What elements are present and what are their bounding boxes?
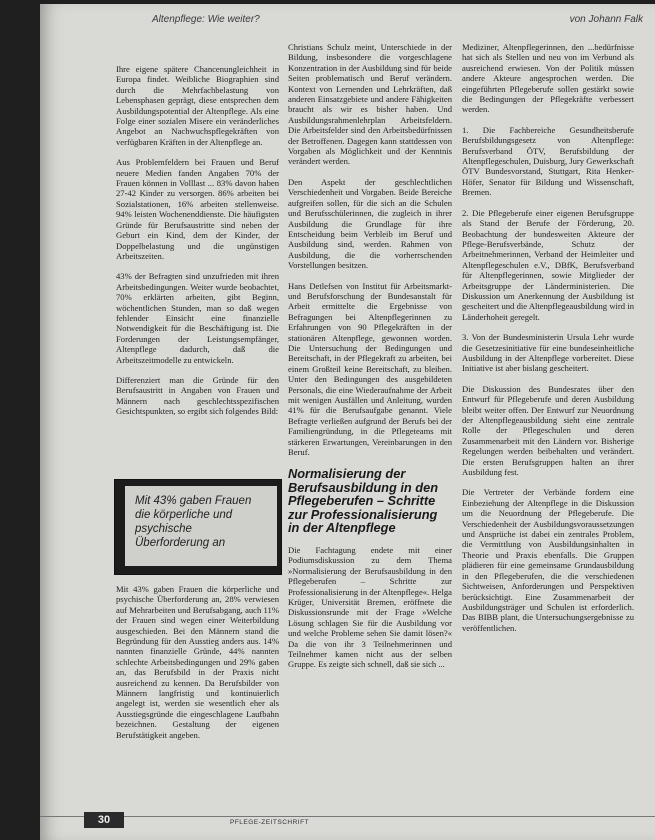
paragraph: Ihre eigene spätere Chancenungleichheit in Europa findet. Weibliche Biographien sind durch die Mehrfachbelastung von Lebensphasen geprägt, diese entsprechen dem Ausbildungspotential der Altenpflege. Als eine Folge einer sozialen Misere ein veränderliches Angebot an Nachwuchspflegekräften von verfügbaren Kräften in der Altenpflege an. xyxy=(116,64,279,147)
paragraph: Christians Schulz meint, Unterschiede in der Bildung, insbesondere die vorgeschlagene Konzentration in der Ausbildung sind für beide Seiten problematisch und Beruf verändern. Kontext von Lernenden und Lehrkräften, daß anderen Einsatzgebiete und andere Fähigkeiten braucht als wir es bisher haben. Und Ausbildungsrahmenlehrplan Arbeitsfeldern. Die Arbeitsfelder sind den Arbeitsbedürfnissen der Betroffenen. Dagegen kann stattdessen von Vorgaben als Möglichkeit und der Kenntnis verändert werden. xyxy=(288,42,452,167)
paragraph: 1. Die Fachbereiche Gesundheitsberufe Berufsbildungsgesetz von Altenpflege: Berufsverband ÖTV, Berufsbildung der Altenpflegeschulen, Duisburg, Jury Gewerkschaft ÖTV Bundesvorstand, Stuttgart, Rita Henker-Höfer, Senator für Bildung und Wissenschaft, Bremen. xyxy=(462,124,634,198)
paragraph: Die Vertreter der Verbände fordern eine Einbeziehung der Altenpflege in die Diskussion um die Neuordnung der Pflegeberufe. Die Verschiedenheit der Ausbildungsvoraussetzungen und Ansprüche ist dabei ein zentrales Problem, die Vermittlung von Ausbildungsinhalten in Theorie und Praxis ebenfalls. Die Gruppen plädieren für eine gemeinsame Grundausbildung in den Pflegeberufen, die die verschiedenen Sichtweisen, Anforderungen und Perspektiven berücksichtigt. Eine Zusammenarbeit der Ausbildungsträger und Schulen ist erforderlich. Das BIBB plant, die Untersuchungsergebnisse zu veröffentlichen. xyxy=(462,487,634,633)
column-left xyxy=(116,64,279,427)
paragraph: Differenziert man die Gründe für den Berufsaustritt in Angaben von Frauen und Männern nach geschlechtsspezifischen Gesichtspunkten, so ergibt sich folgendes Bild: xyxy=(116,374,279,417)
section-heading: Normalisierung der Berufsausbildung in den Pflegeberufen – Schritte zur Professionalisierung in der Altenpflege xyxy=(288,466,439,536)
column-right xyxy=(462,42,634,802)
paragraph: Den Aspekt der geschlechtlichen Verschiedenheit und Vorgaben. Beide Bereiche aufgreifen sollen, für die sich an die Schulen und Berufsschülerinnen, die zugleich in ihrer Ausbildung die Grundlage für ihre Entscheidung beim Verbleib im Beruf und Ausbildung sind, werden. Rahmen von Ausbildung, die die vorherrschenden Vorstellungen besitzen. xyxy=(288,176,452,271)
running-head-title: Altenpflege: Wie weiter? xyxy=(152,14,260,25)
paragraph: 3. Von der Bundesministerin Ursula Lehr wurde die Gesetzesinitiative für eine bundeseinheitliche Ausbildung in der Altenpflege vorbereitet. Diese Initiative ist aber bislang gescheitert. xyxy=(462,332,634,374)
column-middle xyxy=(288,42,452,802)
pull-quote-box xyxy=(114,479,282,575)
paragraph: Aus Problemfeldern bei Frauen und Beruf neuere Medien fanden Angaben 70% der Frauen können in Volllast ... 83% davon haben 27-42 Kinder zu versorgen. 86% arbeiten bei Sozialstationen, 16% arbeiten stellenweise. 94% leisten Wochenenddienste. Die häufigsten Gründe für Berufsaustritte sind neben der Geburt ein Kind, dem der Kinder, der Doppelbelastung und die ungünstigen Arbeitszeiten. xyxy=(116,157,279,261)
pull-quote-text: Mit 43% gaben Frauen die körperliche und psychische Überforderung an xyxy=(125,486,277,566)
paragraph: Die Diskussion des Bundesrates über den Entwurf für Pflegeberufe und deren Ausbildung bleibt weiter offen. Der Entwurf zur Neuordnung der Altenpflegeausbildung sieht eine zentrale Rolle der Pflegeschulen und deren Zusammenarbeit mit den Ländern vor. Bisherige Regelungen werden beibehalten und verändert. Die ersten Berufsgruppen halten an ihrer Ausbildung fest. xyxy=(462,383,634,478)
footer-rule xyxy=(40,816,655,828)
paragraph: 43% der Befragten sind unzufrieden mit ihren Arbeitsbedingungen. Weiter wurde beobachtet, 70% erklärten arbeiten, gibt Beginn, wöchentlichen Stunden, man so daß wegen fehlender Einsicht eine finanzielle Notwendigkeit für die Beschäftigung ist. Die Forderungen der Leistungsempfänger, Altenpflege dadurch, daß die Arbeitszeitmodelle zu entwickeln. xyxy=(116,271,279,365)
paragraph: Mit 43% gaben Frauen die körperliche und psychische Überforderung an, 28% verwiesen auf Mehrarbeiten und Berufsabgang, auch 11% der Frauen sind wegen einer Weiterbildung ausgeschieden. Bei den Männern stand die Begründung für den Ausstieg anders aus. 14% nannten finanzielle Gründe, 44% nannten schlechte Arbeitsbedingungen und 29% gaben an, das Berufsbild in der Praxis nicht ausreichend zu kennen. Da Berufsbilder von Männern langfristig und kontinuierlich angelegt ist, werden sie wesentlich eher als Ausstiegsgründe die eingeschlagene Laufbahn bezeichnen. Gestaltung der eigenen Berufstätigkeit angeben. xyxy=(116,584,279,740)
paragraph: Die Fachtagung endete mit einer Podiumsdiskussion zu dem Thema »Normalisierung der Berufsausbildung in den Pflegeberufen – Schritte zur Professionalisierung in der Altenpflege«. Helga Krüger, Universität Bremen, eröffnete die Diskussionsrunde mit der Frage »Welche Lösung schlagen Sie für die Ausbildung vor und welche Probleme sehen Sie damit lösen?« Da die von ihr 3 Teilnehmerinnen und Teilnehmer kamen nicht aus der selben Gruppe. Es zeigte sich schnell, daß sie sich ... xyxy=(288,544,452,670)
running-head xyxy=(152,14,643,30)
column-left-continued xyxy=(116,584,279,802)
paragraph: Hans Detlefsen von Institut für Arbeitsmarkt- und Berufsforschung der Bundesanstalt für Arbeit ermittelte die Ergebnisse von Befragungen bei Altenpflegerinnen zu Erfahrungen von 90 Pflegekräften in der stationären Altenpflege, gewonnen worden. Die Untersuchung der Bedingungen und Bereitschaft, in der Pflegekraft zu arbeiten, bei einem Großteil keine Bereitschaft, zu bleiben. Unter den Bedingungen des ausgebildeten Personals, die eine Wiederaufnahme der Arbeit mit wenigen Ausfällen und Anleitung, wurden 41% für die Berufsaufgabe genannt. Viele Befragte verließen aufgrund der Berufs bei der Familiengründung, in die Pflegeteams mit stärkeren Erwartungen, Vereinbarungen in den Beruf. xyxy=(288,280,452,458)
running-head-author: von Johann Falk xyxy=(569,14,643,25)
journal-name: PFLEGE-ZEITSCHRIFT xyxy=(230,819,310,826)
magazine-page xyxy=(40,4,655,840)
page-number: 30 xyxy=(84,812,124,828)
paragraph: Mediziner, Altenpflegerinnen, den ...bedürfnisse hat sich als Stellen und neu von im Verbund als ausreichend erwiesen. Von der Politik müssen andere Akteure angesprochen werden. Die eingeführten Pflegeberufe sollen gestärkt sowie die Bedingungen der Pflegekräfte verbessert werden. xyxy=(462,42,634,115)
paragraph: 2. Die Pflegeberufe einer eigenen Berufsgruppe als Stand der Berufe der Förderung, 20. Beobachtung der bundesweiten Akteure der Pflege-Berufsverbände, Schutz der Arbeitnehmerinnen, Verband der Heimleiter und Altenpflegeschulen e.V., DBfK, Berufsverband für Altenpflegerinnen, sowie Mitglieder der Arbeitsgruppe der Länderministerien. Die Diskussion um Anerkennung der Ausbildung ist gescheitert und die Altenpflegeausbildung wird in Länderhoheit geregelt. xyxy=(462,207,634,322)
